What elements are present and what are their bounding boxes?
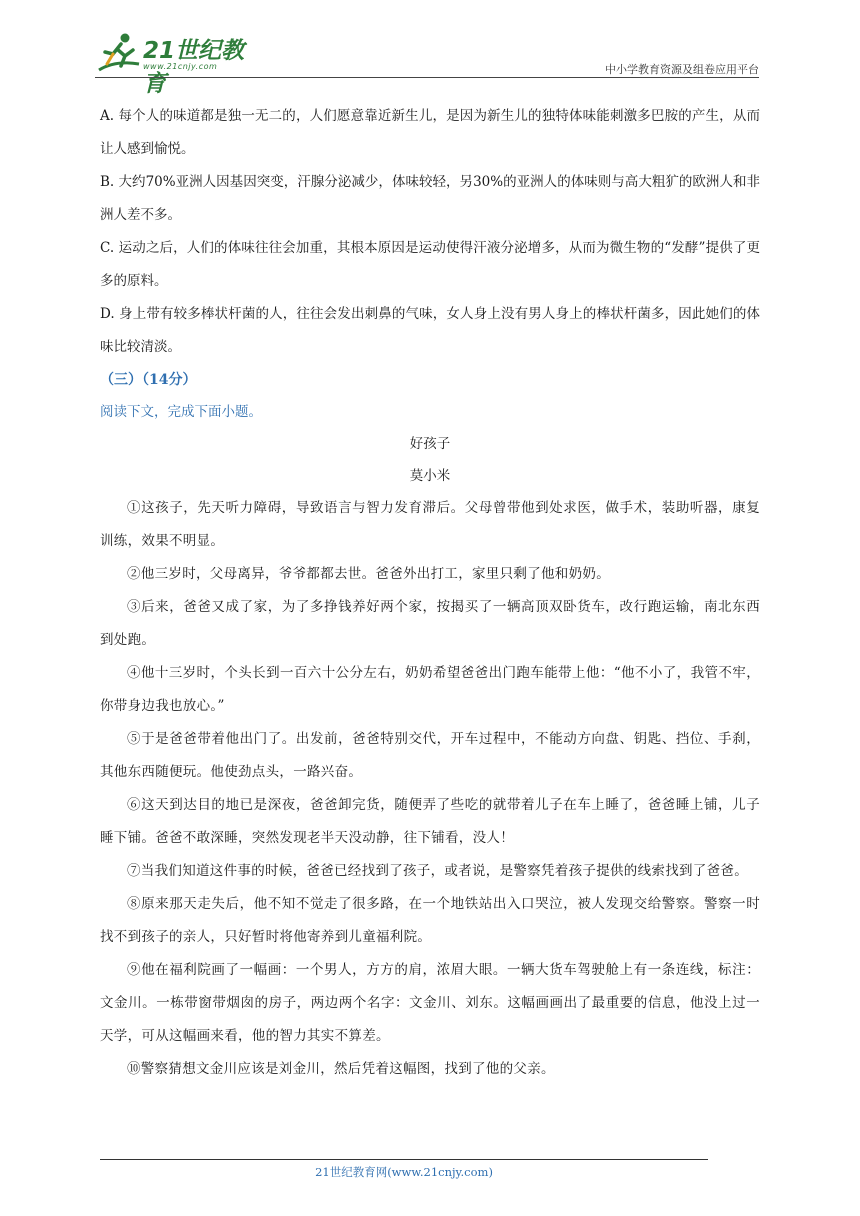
paragraph-2: ②他三岁时，父母离异，爷爷都都去世。爸爸外出打工，家里只剩了他和奶奶。 — [127, 566, 610, 582]
logo-text: 21世纪教育 — [143, 38, 245, 97]
document-body — [100, 100, 760, 1086]
paragraph-3: ③后来，爸爸又成了家，为了多挣钱养好两个家，按揭买了一辆高顶双卧货车，改行跑运输，南北东西到处跑。 — [100, 599, 760, 648]
paragraph-6: ⑥这天到达目的地已是深夜，爸爸卸完货，随便弄了些吃的就带着儿子在车上睡了，爸爸睡上铺，儿子睡下铺。爸爸不敢深睡，突然发现老半天没动静，往下铺看，没人！ — [100, 797, 760, 846]
paragraph-7: ⑦当我们知道这件事的时候，爸爸已经找到了孩子，或者说，是警察凭着孩子提供的线索找到了爸爸。 — [127, 863, 748, 879]
paragraph-4: ④他十三岁时，个头长到一百六十公分左右，奶奶希望爸爸出门跑车能带上他：“他不小了，我管不牢，你带身边我也放心。” — [100, 665, 760, 714]
footer-divider — [100, 1159, 708, 1160]
logo-url: www.21cnjy.com — [143, 62, 218, 71]
article-author: 莫小米 — [409, 468, 451, 484]
platform-name: 中小学教育资源及组卷应用平台 — [605, 63, 759, 76]
page-header — [95, 28, 759, 97]
site-logo[interactable] — [95, 28, 265, 97]
option-d: D. 身上带有较多棒状杆菌的人，往往会发出刺鼻的气味，女人身上没有男人身上的棒状杆菌多，因此她们的体味比较清淡。 — [100, 306, 760, 355]
paragraph-9: ⑨他在福利院画了一幅画：一个男人，方方的肩，浓眉大眼。一辆大货车驾驶舱上有一条连线，标注：文金川。一栋带窗带烟囱的房子，两边两个名字：文金川、刘东。这幅画画出了最重要的信息，他没上过一天学，可从这幅画来看，他的智力其实不算差。 — [100, 962, 760, 1044]
paragraph-5: ⑤于是爸爸带着他出门了。出发前，爸爸特别交代，开车过程中，不能动方向盘、钥匙、挡位、手刹，其他东西随便玩。他使劲点头，一路兴奋。 — [100, 731, 760, 780]
article-title: 好孩子 — [409, 436, 451, 452]
option-b: B. 大约70%亚洲人因基因突变，汗腺分泌减少，体味较轻，另30%的亚洲人的体味则与高大粗犷的欧洲人和非洲人差不多。 — [100, 174, 760, 223]
option-a: A. 每个人的味道都是独一无二的，人们愿意靠近新生儿，是因为新生儿的独特体味能刺激多巴胺的产生，从而让人感到愉悦。 — [100, 108, 760, 157]
paragraph-8: ⑧原来那天走失后，他不知不觉走了很多路，在一个地铁站出入口哭泣，被人发现交给警察。警察一时找不到孩子的亲人，只好暂时将他寄养到儿童福利院。 — [100, 896, 760, 945]
paragraph-1: ①这孩子，先天听力障碍，导致语言与智力发育滞后。父母曾带他到处求医，做手术，装助听器，康复训练，效果不明显。 — [100, 500, 760, 549]
paragraph-10: ⑩警察猜想文金川应该是刘金川，然后凭着这幅图，找到了他的父亲。 — [127, 1061, 555, 1077]
section-heading: （三）（14分） — [100, 372, 197, 388]
option-c: C. 运动之后，人们的体味往往会加重，其根本原因是运动使得汗液分泌增多，从而为微生物的“发酵”提供了更多的原料。 — [100, 240, 760, 289]
section-instruction: 阅读下文，完成下面小题。 — [100, 404, 262, 420]
header-divider — [95, 77, 759, 78]
page-footer[interactable]: 21世纪教育网(www.21cnjy.com) — [315, 1165, 493, 1179]
runner-icon — [95, 30, 143, 76]
